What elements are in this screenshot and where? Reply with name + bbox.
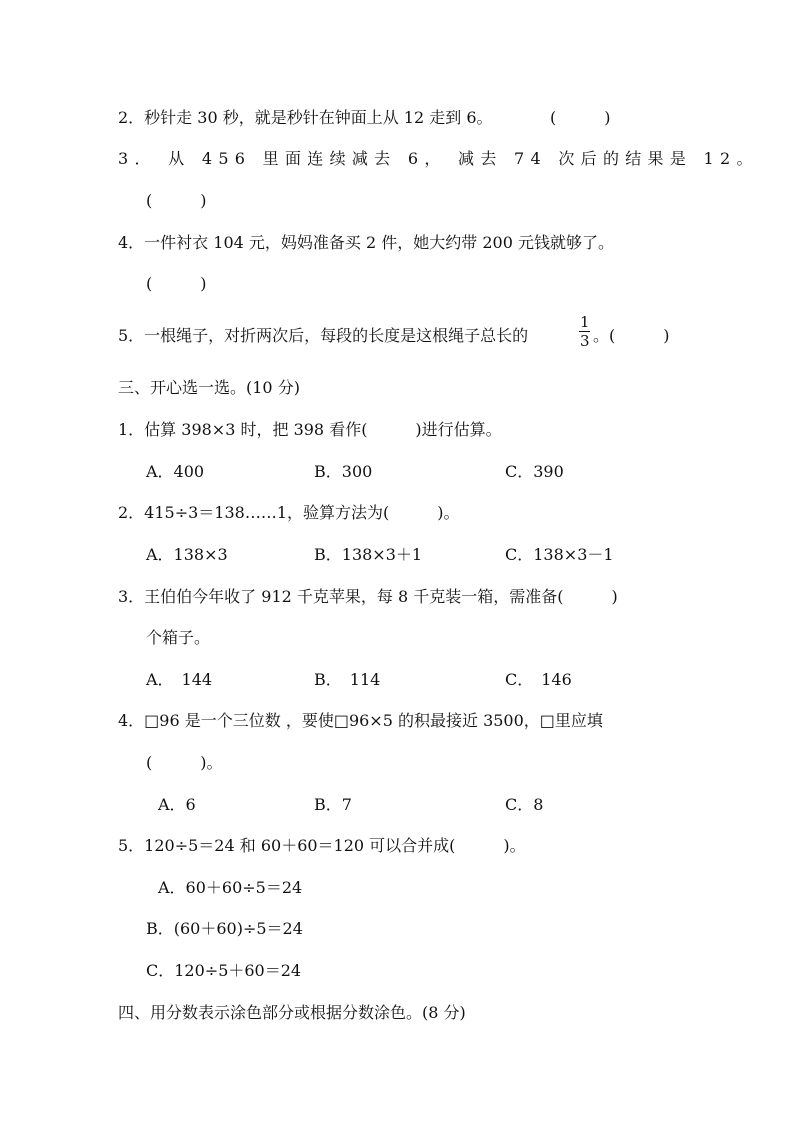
judge-q4-text: 4．一件衬衣 104 元，妈妈准备买 2 件，她大约带 200 元钱就够了。 [118,233,614,252]
choice-q2-option-b[interactable]: B．138×3＋1 [314,545,423,564]
choice-q4-answer-blank[interactable]: ( )。 [146,753,223,772]
choice-q4-option-b[interactable]: B．7 [314,795,352,814]
judge-q5-answer-blank[interactable]: 。( ) [593,326,670,345]
choice-q3-option-b[interactable]: B． 114 [314,670,381,689]
choice-q3-option-a[interactable]: A． 144 [146,670,213,689]
choice-q1-text: 1．估算 398×3 时，把 398 看作( )进行估算。 [118,420,502,439]
choice-q1-option-b[interactable]: B．300 [314,462,373,481]
fraction-numerator: 1 [580,313,590,331]
choice-q3-option-c[interactable]: C． 146 [505,670,572,689]
judge-q2-answer-blank[interactable]: ( ) [550,108,611,127]
choice-q4-option-a[interactable]: A．6 [158,795,196,814]
choice-q5-option-b[interactable]: B．(60＋60)÷5＝24 [146,919,303,938]
choice-q4-text: 4．□96 是一个三位数 ，要使□96×5 的积最接近 3500，□里应填 [118,711,603,730]
fraction-one-third [579,314,591,349]
judge-q2-text: 2．秒针走 30 秒，就是秒针在钟面上从 12 走到 6。 [118,108,493,127]
choice-q2-text: 2．415÷3＝138……1，验算方法为( )。 [118,503,460,522]
judge-q5-text [118,326,528,346]
judge-q3-text: 3． 从 456 里面连续减去 6， 减去 74 次后的结果是 12。 [118,149,759,168]
judge-q4-answer-blank[interactable]: ( ) [146,274,207,293]
judge-q3-answer-blank[interactable]: ( ) [146,191,207,210]
section4-title: 四、用分数表示涂色部分或根据分数涂色。(8 分) [118,1003,466,1022]
choice-q5-option-c[interactable]: C．120÷5＋60＝24 [146,961,302,980]
choice-q1-option-c[interactable]: C．390 [505,462,564,481]
fraction-denominator: 3 [580,332,590,350]
section3-title: 三、开心选一选。(10 分) [118,378,300,397]
choice-q1-option-a[interactable]: A．400 [146,462,205,481]
choice-q2-option-a[interactable]: A．138×3 [146,545,228,564]
choice-q5-option-a[interactable]: A．60＋60÷5＝24 [158,878,303,897]
choice-q2-option-c[interactable]: C．138×3－1 [505,545,614,564]
choice-q3-text-cont: 个箱子。 [146,628,211,647]
choice-q3-text: 3．王伯伯今年收了 912 千克苹果，每 8 千克装一箱，需准备( ) [118,587,618,606]
judge-q5-text-before: 5．一根绳子，对折两次后，每段的长度是这根绳子总长的 [118,326,529,345]
choice-q5-text: 5．120÷5＝24 和 60＋60＝120 可以合并成( )。 [118,836,526,855]
choice-q4-option-c[interactable]: C．8 [505,795,544,814]
